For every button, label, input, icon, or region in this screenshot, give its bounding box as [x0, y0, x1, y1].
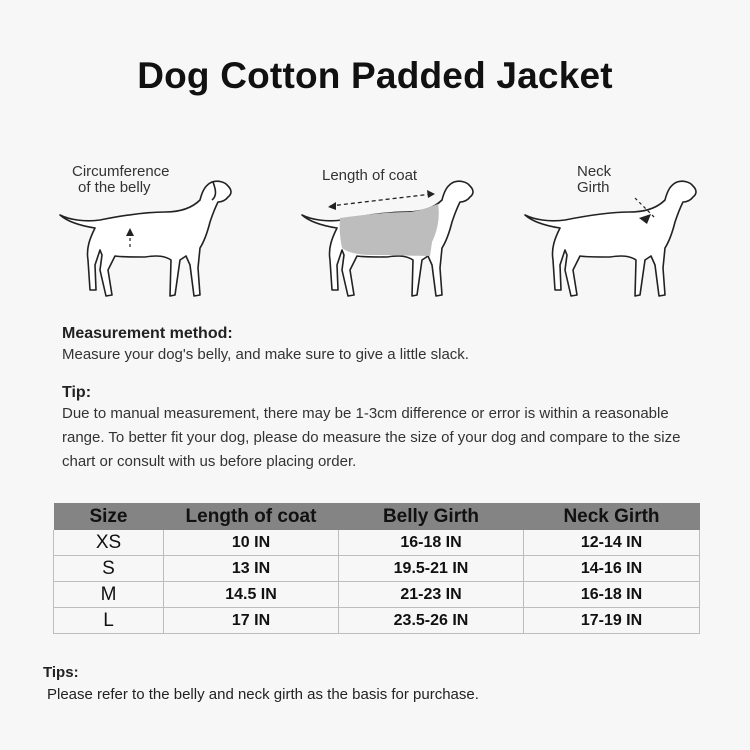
neck-girth-label: Neck Girth: [577, 163, 612, 196]
belly-girth-cell: 21-23 IN: [339, 582, 524, 608]
footer-tips-text: Please refer to the belly and neck girth as the basis for purchase.: [47, 686, 479, 703]
belly-girth-cell: 16-18 IN: [339, 530, 524, 556]
header-size: Size: [54, 503, 164, 530]
belly-girth-cell: 19.5-21 IN: [339, 556, 524, 582]
coat-length-cell: 13 IN: [164, 556, 339, 582]
size-cell: L: [54, 608, 164, 634]
dog-coat-icon: [292, 160, 532, 320]
coat-length-cell: 14.5 IN: [164, 582, 339, 608]
measurement-text: Measure your dog's belly, and make sure to give a little slack.: [62, 346, 469, 363]
neck-girth-cell: 16-18 IN: [524, 582, 700, 608]
neck-girth-diagram: [515, 160, 750, 320]
tip-heading: Tip:: [62, 384, 92, 401]
size-chart-table: [53, 503, 700, 634]
size-cell: S: [54, 556, 164, 582]
neck-girth-cell: 12-14 IN: [524, 530, 700, 556]
table-row: [54, 556, 700, 582]
belly-girth-cell: 23.5-26 IN: [339, 608, 524, 634]
neck-girth-cell: 14-16 IN: [524, 556, 700, 582]
coat-length-cell: 10 IN: [164, 530, 339, 556]
header-neck-girth: Neck Girth: [524, 503, 700, 530]
table-row: [54, 530, 700, 556]
belly-diagram: [50, 160, 290, 320]
table-row: [54, 608, 700, 634]
page-title: Dog Cotton Padded Jacket: [137, 55, 613, 96]
table-row: [54, 582, 700, 608]
coat-length-cell: 17 IN: [164, 608, 339, 634]
coat-length-diagram: [292, 160, 532, 320]
tip-text: Due to manual measurement, there may be 1-3cm difference or error is within a reasonable range. To better fit your dog, please do measure the size of your dog and compare to the size chart or consult with us before placing order.: [62, 405, 681, 470]
footer-tips-heading: Tips:: [43, 664, 79, 681]
belly-label: Circumference of the belly: [72, 163, 170, 196]
size-cell: XS: [54, 530, 164, 556]
measurement-heading: Measurement method:: [62, 325, 233, 342]
size-cell: M: [54, 582, 164, 608]
table-header-row: [54, 503, 700, 530]
dog-neck-icon: [515, 160, 750, 320]
header-coat-length: Length of coat: [164, 503, 339, 530]
header-belly-girth: Belly Girth: [339, 503, 524, 530]
neck-girth-cell: 17-19 IN: [524, 608, 700, 634]
coat-length-label: Length of coat: [322, 167, 418, 184]
